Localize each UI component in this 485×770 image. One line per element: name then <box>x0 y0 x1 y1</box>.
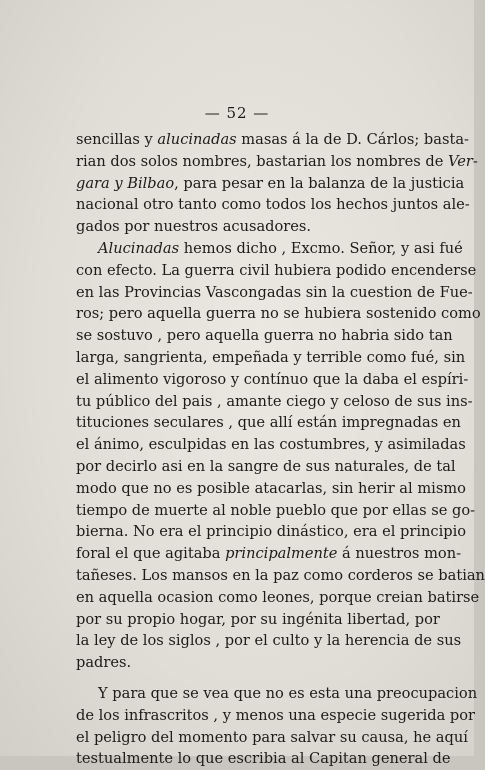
text-line <box>76 748 451 770</box>
text-run: ros; pero aquella guerra no se hubiera sostenido como <box>76 305 481 323</box>
text-line <box>76 478 466 500</box>
text-run: el peligro del momento para salvar su causa, he aquí <box>76 728 468 746</box>
italic-text: Alucinadas <box>98 239 180 257</box>
text-line <box>76 412 461 434</box>
text-line <box>76 282 473 304</box>
italic-text: principalmente <box>225 545 338 563</box>
text-line <box>76 194 470 216</box>
text-line <box>76 391 473 413</box>
text-run: hemos dicho , Excmo. Señor, y asi fué <box>179 239 463 257</box>
text-line <box>76 727 468 749</box>
text-run: sencillas y <box>76 131 158 148</box>
text-run: con efecto. La guerra civil hubiera podido encenderse <box>76 261 477 279</box>
text-run: tu público del pais , amante ciego y celoso de sus ins- <box>76 392 473 410</box>
text-run: tituciones seculares , que allí están impregnadas en <box>76 414 461 432</box>
text-line <box>76 347 466 369</box>
text-run: larga, sangrienta, empeñada y terrible como fué, sin <box>76 348 466 366</box>
text-line <box>76 521 467 543</box>
text-run: en las Provincias Vascongadas sin la cuestion de Fue- <box>76 283 473 301</box>
text-line <box>76 683 478 705</box>
italic-text: Ver- <box>448 152 478 170</box>
text-run: tañeses. Los mansos en la paz como corderos se batian <box>76 566 485 584</box>
text-line <box>76 325 453 347</box>
text-run: por su propio hogar, por su ingénita libertad, por <box>76 610 440 628</box>
text-line <box>76 500 476 522</box>
text-run: á nuestros mon- <box>337 545 462 563</box>
text-run: por decirlo asi en la sangre de sus naturales, de tal <box>76 457 456 475</box>
text-line <box>76 565 485 587</box>
text-line <box>76 434 466 456</box>
text-line <box>76 216 402 238</box>
text-line <box>76 260 477 282</box>
text-line <box>76 151 478 173</box>
text-run: bierna. No era el principio dinástico, era el principio <box>76 523 467 541</box>
text-line <box>76 173 465 195</box>
text-run: gados por nuestros acusadores. <box>76 218 312 236</box>
text-line <box>76 630 462 652</box>
text-run: la ley de los siglos , por el culto y la herencia de sus <box>76 632 462 650</box>
page-number: — 52 — <box>204 104 270 122</box>
text-run: testualmente lo que escribia al Capitan general de <box>76 750 451 768</box>
text-line <box>76 303 481 325</box>
text-line <box>76 543 462 565</box>
text-line <box>76 456 456 478</box>
text-line <box>76 705 476 727</box>
text-run: tiempo de muerte al noble pueblo que por ellas se go- <box>76 501 476 519</box>
text-run: modo que no es posible atacarlas, sin herir al mismo <box>76 479 466 497</box>
text-run: foral el que agitaba <box>76 545 226 563</box>
text-run: de los infrascritos , y menos una especie sugerida por <box>76 706 476 724</box>
text-line <box>76 238 463 260</box>
italic-text: alucinadas <box>157 131 237 148</box>
text-line <box>76 129 469 151</box>
text-line <box>76 609 440 631</box>
text-run: se sostuvo , pero aquella guerra no habria sido tan <box>76 327 453 345</box>
text-line <box>76 652 402 674</box>
text-run: rian dos solos nombres, bastarian los nombres de <box>76 152 449 170</box>
text-line <box>76 587 480 609</box>
text-run: Y para que se vea que no es esta una preocupacion <box>98 684 478 702</box>
text-line <box>76 369 469 391</box>
italic-text: gara y Bilbao <box>76 174 175 192</box>
text-run: padres. <box>76 654 132 672</box>
text-run: , para pesar en la balanza de la justicia <box>174 174 465 192</box>
body-text <box>76 129 485 770</box>
text-run: masas á la de D. Cárlos; basta- <box>236 131 469 148</box>
text-run: el ánimo, esculpidas en las costumbres, y asimiladas <box>76 436 466 454</box>
text-run: el alimento vigoroso y contínuo que la daba el espíri- <box>76 370 469 388</box>
text-run: nacional otro tanto como todos los hechos juntos ale- <box>76 196 470 214</box>
text-run: en aquella ocasion como leones, porque creian batirse <box>76 588 480 606</box>
